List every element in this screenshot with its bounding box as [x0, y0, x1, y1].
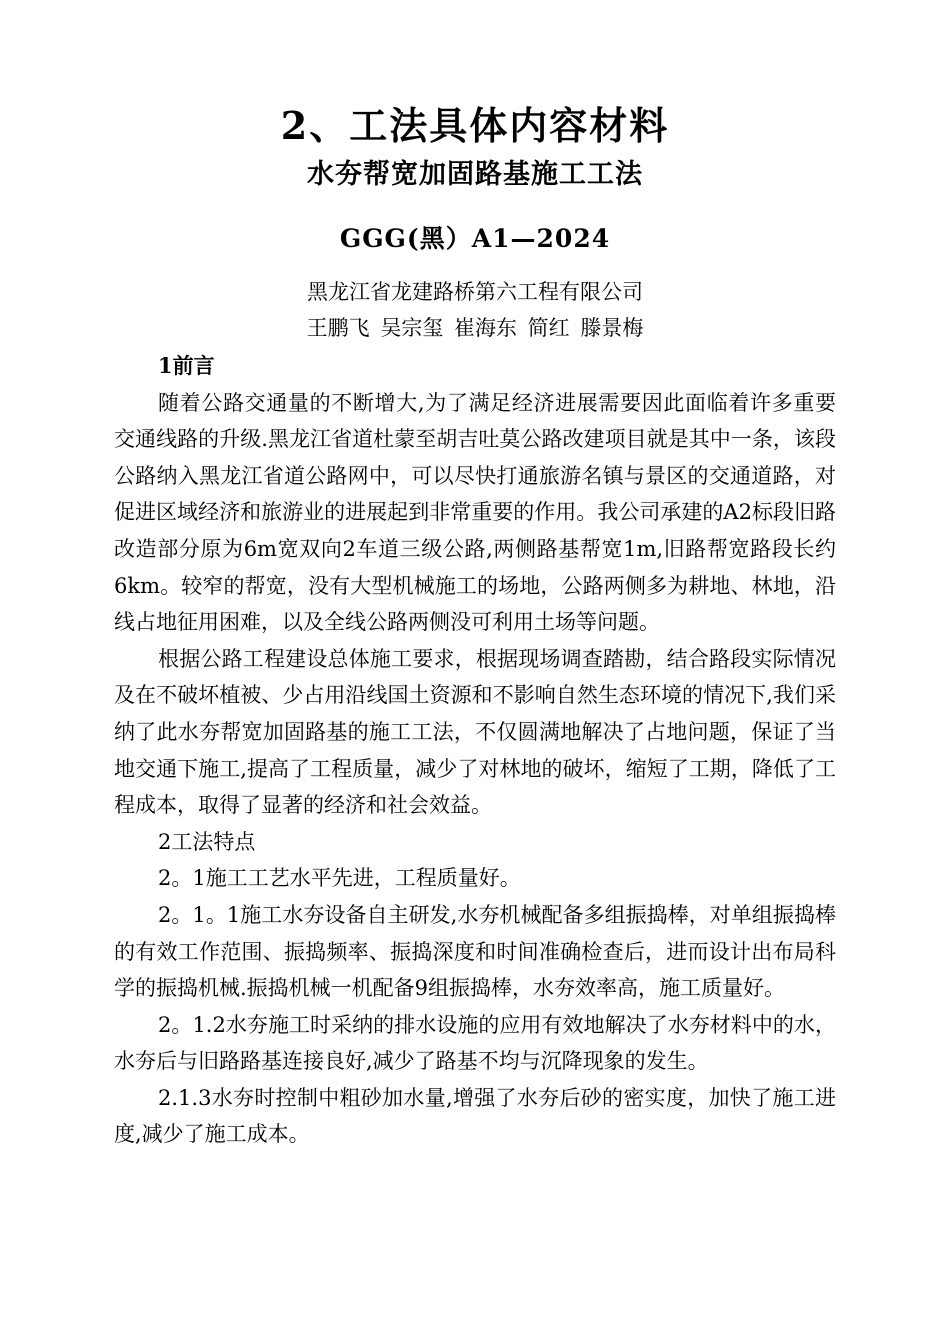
- section-2-1: 2。1施工工艺水平先进，工程质量好。: [158, 866, 521, 891]
- standard-code: GGG(黑）A1—2024: [339, 224, 611, 253]
- features-heading: 2工法特点: [158, 829, 256, 854]
- body-text: [114, 348, 836, 1153]
- company-name: 黑龙江省龙建路桥第六工程有限公司: [307, 280, 643, 304]
- preface-heading: 1前言: [158, 353, 215, 378]
- author-list: 王鹏飞 吴宗玺 崔海东 简红 滕景梅: [306, 316, 644, 340]
- document-subtitle: 水夯帮宽加固路基施工工法: [307, 159, 643, 190]
- document-title: 2、工法具体内容材料: [280, 103, 670, 148]
- paragraph-2-1-3: 2.1.3水夯时控制中粗砂加水量,增强了水夯后砂的密实度，加快了施工进度,减少了施工成本。: [114, 1085, 836, 1147]
- preface-paragraph-1: 随着公路交通量的不断增大,为了满足经济进展需要因此面临着许多重要交通线路的升级.黑龙江省道杜蒙至胡吉吐莫公路改建项目就是其中一条，该段公路纳入黑龙江省道公路网中，可以尽快打通旅游名镇与景区的交通道路，对促进区域经济和旅游业的进展起到非常重要的作用。我公司承建的A2标段旧路改造部分原为6m宽双向2车道三级公路,两侧路基帮宽1m,旧路帮宽路段长约6km。较窄的帮宽，没有大型机械施工的场地，公路两侧多为耕地、林地，沿线占地征用困难，以及全线公路两侧没可利用土场等问题。: [114, 390, 836, 635]
- paragraph-2-1-2: 2。1.2水夯施工时采纳的排水设施的应用有效地解决了水夯材料中的水，水夯后与旧路路基连接良好,减少了路基不均与沉降现象的发生。: [114, 1012, 836, 1074]
- paragraph-2-1-1: 2。1。1施工水夯设备自主研发,水夯机械配备多组振捣棒，对单组振捣棒的有效工作范围、振捣频率、振捣深度和时间准确检查后，进而设计出布局科学的振捣机械.振捣机械一机配备9组振捣棒，水夯效率高，施工质量好。: [114, 902, 836, 1001]
- preface-paragraph-2: 根据公路工程建设总体施工要求，根据现场调查踏勘，结合路段实际情况及在不破坏植被、少占用沿线国土资源和不影响自然生态环境的情况下,我们采纳了此水夯帮宽加固路基的施工工法，不仅圆满地解决了占地问题，保证了当地交通下施工,提高了工程质量，减少了对林地的破坏，缩短了工期，降低了工程成本，取得了显著的经济和社会效益。: [114, 646, 836, 818]
